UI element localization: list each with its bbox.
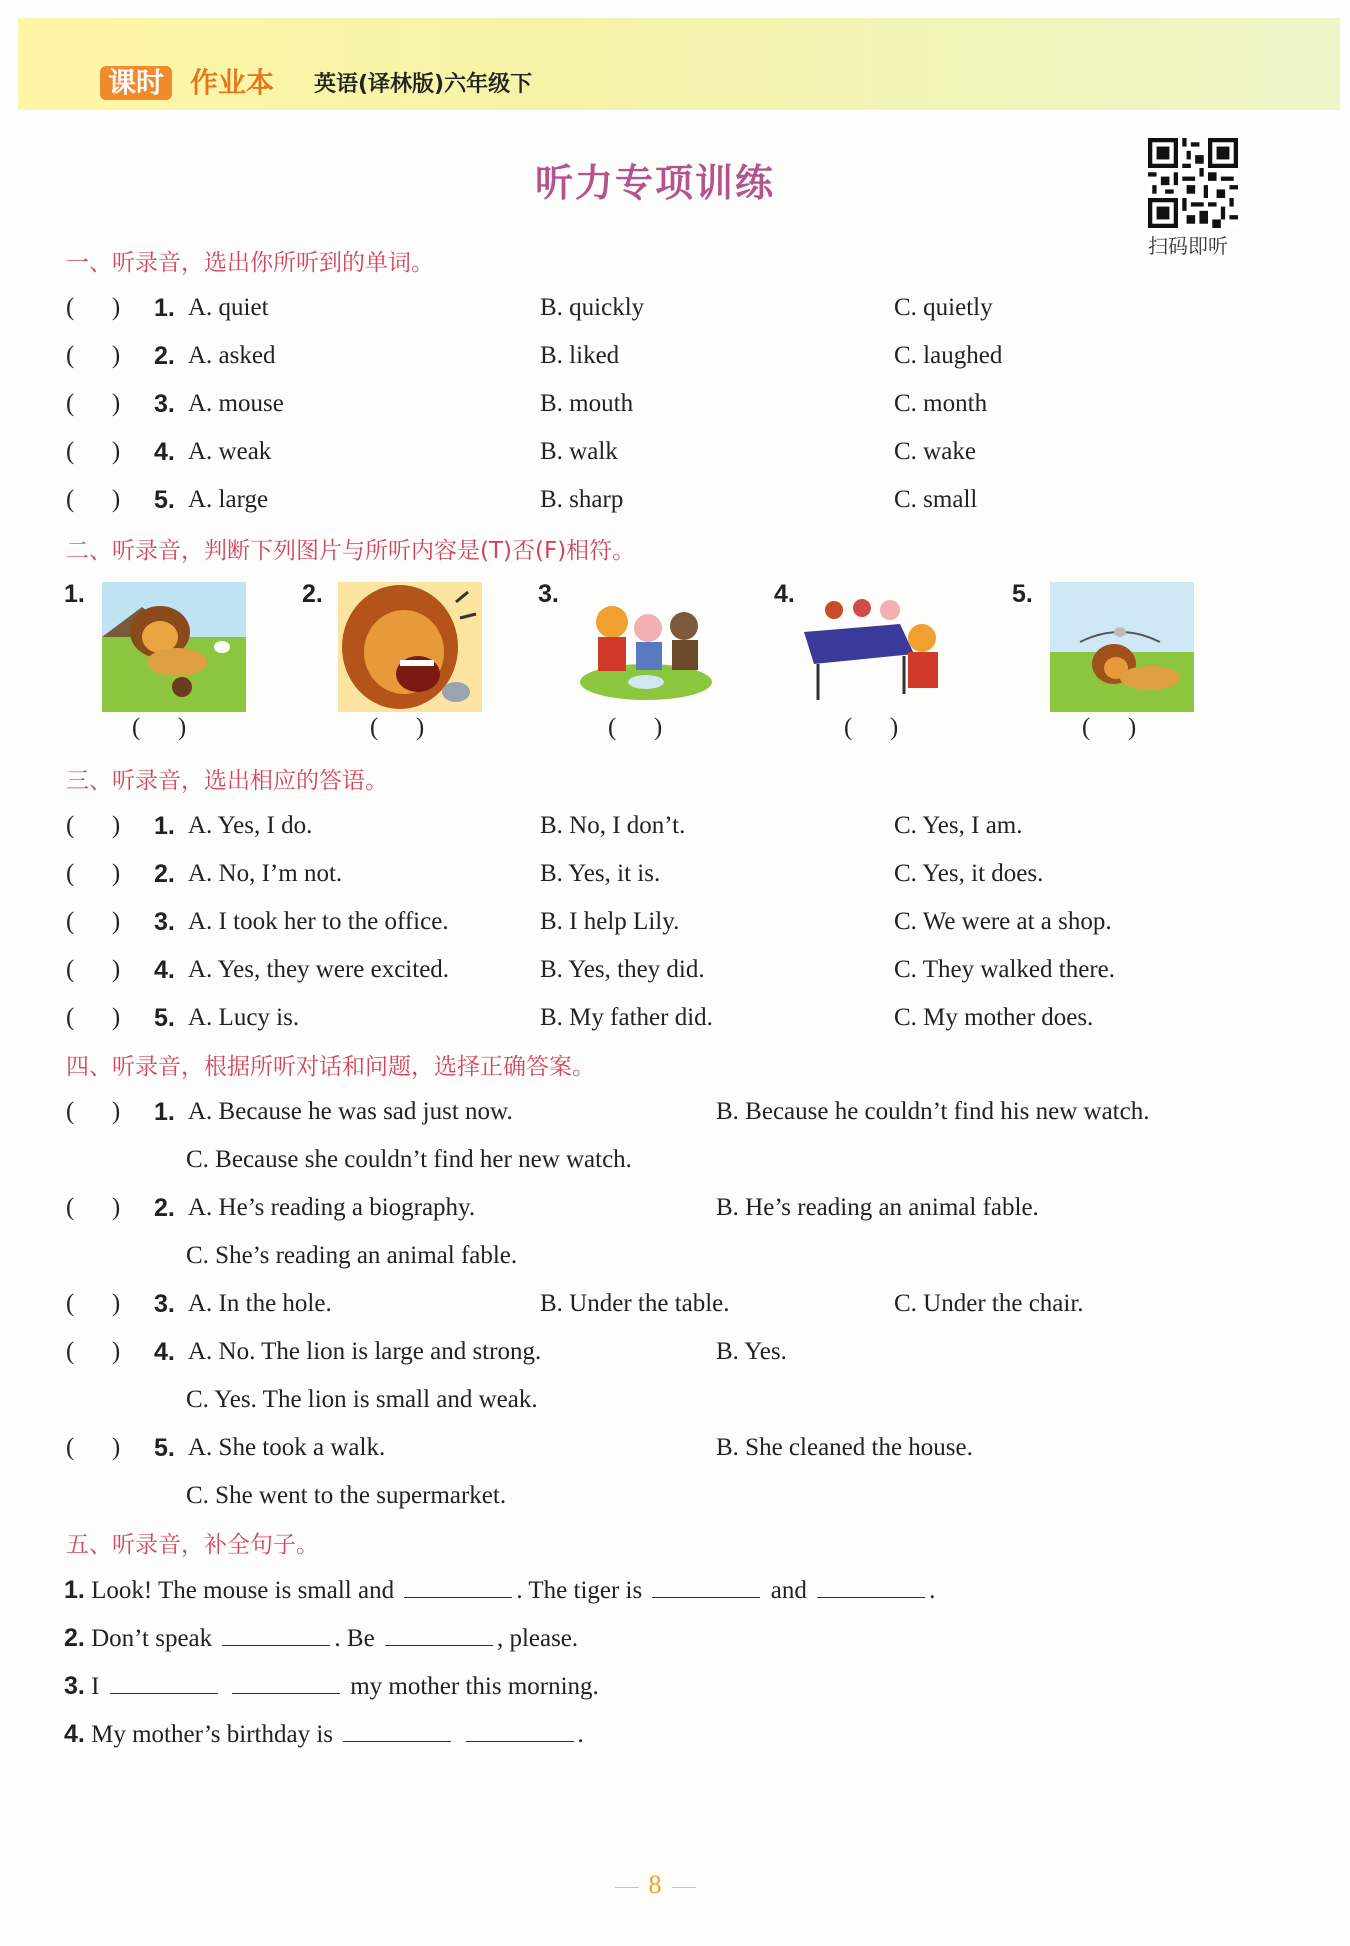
qr-caption: 扫码即听 <box>1148 234 1228 258</box>
option-a: A. He’s reading a biography. <box>188 1194 476 1221</box>
item-number: 2. <box>154 342 175 370</box>
option-b: B. quickly <box>540 294 645 321</box>
fill-sentence-2 <box>64 1618 578 1659</box>
section5-heading: 五、听录音，补全句子。 <box>66 1532 319 1558</box>
option-c: C. Yes, it does. <box>894 860 1044 887</box>
brand-subtitle: 作业本 <box>190 66 275 99</box>
answer-blank[interactable]: ( ) <box>66 1434 121 1461</box>
option-a: A. No, I’m not. <box>188 860 343 887</box>
section2-heading: 二、听录音，判断下列图片与所听内容是(T)否(F)相符。 <box>66 538 636 564</box>
book-name: 英语(译林版)六年级下 <box>314 72 533 97</box>
list-item <box>66 854 1286 894</box>
option-a: A. Because he was sad just now. <box>188 1098 513 1125</box>
item-number: 2. <box>64 1624 85 1652</box>
option-a: A. large <box>188 486 269 513</box>
fill-blank[interactable] <box>817 1571 925 1598</box>
answer-blank[interactable]: ( ) <box>132 714 187 741</box>
option-b: B. No, I don’t. <box>540 812 686 839</box>
fill-blank[interactable] <box>110 1667 218 1694</box>
answer-blank[interactable]: ( ) <box>608 714 663 741</box>
option-b: B. My father did. <box>540 1004 713 1031</box>
answer-blank[interactable]: ( ) <box>66 812 121 839</box>
section4-heading: 四、听录音，根据所听对话和问题，选择正确答案。 <box>66 1054 595 1080</box>
option-c: C. laughed <box>894 342 1003 369</box>
list-item <box>66 806 1286 846</box>
picture-animals-group <box>574 582 718 712</box>
option-b: B. Yes. <box>716 1338 787 1365</box>
option-a: A. She took a walk. <box>188 1434 386 1461</box>
sentence-text: . <box>577 1721 584 1748</box>
list-item <box>66 1332 1306 1372</box>
picture-table-tennis <box>804 582 948 712</box>
picture-number: 4. <box>774 580 795 608</box>
section3-heading: 三、听录音，选出相应的答语。 <box>66 768 388 794</box>
sentence-text: I <box>91 1673 100 1700</box>
brand-logo: 课时 <box>100 66 172 100</box>
answer-blank[interactable]: ( ) <box>66 1098 121 1125</box>
sentence-text: My mother’s birthday is <box>91 1721 333 1748</box>
item-number: 2. <box>154 860 175 888</box>
item-number: 5. <box>154 1004 175 1032</box>
option-b: B. She cleaned the house. <box>716 1434 973 1461</box>
answer-blank[interactable]: ( ) <box>844 714 899 741</box>
list-item-continued <box>66 1140 1306 1180</box>
list-item <box>66 998 1286 1038</box>
sentence-text: , please. <box>496 1625 579 1652</box>
item-number: 1. <box>154 812 175 840</box>
option-a: A. mouse <box>188 390 284 417</box>
qr-code-icon[interactable] <box>1148 138 1238 228</box>
sentence-text: my mother this morning. <box>350 1673 599 1700</box>
item-number: 3. <box>154 390 175 418</box>
option-b: B. I help Lily. <box>540 908 680 935</box>
option-c: C. small <box>894 486 978 513</box>
item-number: 4. <box>154 1338 175 1366</box>
picture-number: 1. <box>64 580 85 608</box>
list-item <box>66 1188 1306 1228</box>
item-number: 4. <box>154 956 175 984</box>
option-a: A. I took her to the office. <box>188 908 449 935</box>
option-b: B. He’s reading an animal fable. <box>716 1194 1039 1221</box>
option-b: B. liked <box>540 342 620 369</box>
option-b: B. mouth <box>540 390 634 417</box>
list-item <box>66 336 1286 376</box>
picture-number: 2. <box>302 580 323 608</box>
picture-lion-monkey-rabbit <box>102 582 246 712</box>
sentence-text: . Be <box>334 1625 375 1652</box>
option-b: B. Yes, it is. <box>540 860 661 887</box>
list-item <box>66 902 1286 942</box>
option-c: C. They walked there. <box>894 956 1115 983</box>
page-number-value: 8 <box>648 1870 662 1899</box>
list-item <box>66 1092 1306 1132</box>
page-title: 听力专项训练 <box>534 161 775 205</box>
fill-blank[interactable] <box>343 1715 451 1742</box>
picture-lion-net <box>1050 582 1194 712</box>
fill-sentence-4 <box>64 1714 584 1755</box>
answer-blank[interactable]: ( ) <box>66 956 121 983</box>
answer-blank[interactable]: ( ) <box>66 486 121 513</box>
picture-number: 3. <box>538 580 559 608</box>
list-item <box>66 288 1286 328</box>
fill-blank[interactable] <box>222 1619 330 1646</box>
option-b: B. Yes, they did. <box>540 956 705 983</box>
answer-blank[interactable]: ( ) <box>66 908 121 935</box>
item-number: 4. <box>64 1720 85 1748</box>
list-item <box>66 480 1286 520</box>
option-a: A. quiet <box>188 294 269 321</box>
list-item <box>66 384 1286 424</box>
answer-blank[interactable]: ( ) <box>66 1004 121 1031</box>
option-c: C. wake <box>894 438 976 465</box>
answer-blank[interactable]: ( ) <box>66 294 121 321</box>
page-number-dash <box>615 1887 639 1888</box>
sentence-text: . <box>929 1577 936 1604</box>
sentence-text: . The tiger is <box>516 1577 643 1604</box>
option-c: C. quietly <box>894 294 993 321</box>
list-item <box>66 432 1286 472</box>
option-a: A. asked <box>188 342 276 369</box>
option-a: A. Yes, they were excited. <box>188 956 450 983</box>
picture-roaring-lion <box>338 582 482 712</box>
section1-heading: 一、听录音，选出你所听到的单词。 <box>66 250 434 276</box>
item-number: 1. <box>64 1576 85 1604</box>
fill-sentence-1 <box>64 1570 935 1611</box>
sentence-text: Look! The mouse is small and <box>91 1577 395 1604</box>
answer-blank[interactable]: ( ) <box>66 1194 121 1221</box>
fill-blank[interactable] <box>404 1571 512 1598</box>
answer-blank[interactable]: ( ) <box>66 860 121 887</box>
list-item <box>66 950 1286 990</box>
item-number: 3. <box>154 1290 175 1318</box>
fill-blank[interactable] <box>232 1667 340 1694</box>
answer-blank[interactable]: ( ) <box>370 714 425 741</box>
page-number-dash <box>672 1887 696 1888</box>
option-b: B. Under the table. <box>540 1290 730 1317</box>
answer-blank[interactable]: ( ) <box>66 390 121 417</box>
answer-blank[interactable]: ( ) <box>1082 714 1137 741</box>
option-c: C. Under the chair. <box>894 1290 1084 1317</box>
fill-sentence-3 <box>64 1666 599 1707</box>
answer-blank[interactable]: ( ) <box>66 438 121 465</box>
list-item <box>66 1428 1306 1468</box>
option-c: C. Because she couldn’t find her new watch. <box>186 1146 632 1173</box>
picture-number: 5. <box>1012 580 1033 608</box>
option-a: A. No. The lion is large and strong. <box>188 1338 542 1365</box>
sentence-text: and <box>770 1577 807 1604</box>
option-a: A. Lucy is. <box>188 1004 300 1031</box>
option-c: C. Yes, I am. <box>894 812 1023 839</box>
fill-blank[interactable] <box>466 1715 574 1742</box>
item-number: 3. <box>64 1672 85 1700</box>
fill-blank[interactable] <box>385 1619 493 1646</box>
item-number: 1. <box>154 1098 175 1126</box>
answer-blank[interactable]: ( ) <box>66 1338 121 1365</box>
list-item-continued <box>66 1380 1306 1420</box>
option-c: C. month <box>894 390 988 417</box>
item-number: 2. <box>154 1194 175 1222</box>
item-number: 5. <box>154 1434 175 1462</box>
option-a: A. weak <box>188 438 272 465</box>
list-item-continued <box>66 1236 1306 1276</box>
option-b: B. Because he couldn’t find his new watch. <box>716 1098 1150 1125</box>
answer-blank[interactable]: ( ) <box>66 1290 121 1317</box>
list-item-continued <box>66 1476 1306 1516</box>
fill-blank[interactable] <box>652 1571 760 1598</box>
option-b: B. sharp <box>540 486 624 513</box>
sentence-text: Don’t speak <box>91 1625 213 1652</box>
item-number: 3. <box>154 908 175 936</box>
item-number: 1. <box>154 294 175 322</box>
option-c: C. Yes. The lion is small and weak. <box>186 1386 538 1413</box>
list-item <box>66 1284 1306 1324</box>
option-c: C. She’s reading an animal fable. <box>186 1242 518 1269</box>
option-c: C. We were at a shop. <box>894 908 1112 935</box>
option-b: B. walk <box>540 438 618 465</box>
page-number <box>0 1870 1310 1900</box>
option-a: A. Yes, I do. <box>188 812 313 839</box>
option-c: C. My mother does. <box>894 1004 1094 1031</box>
answer-blank[interactable]: ( ) <box>66 342 121 369</box>
option-c: C. She went to the supermarket. <box>186 1482 507 1509</box>
item-number: 4. <box>154 438 175 466</box>
option-a: A. In the hole. <box>188 1290 332 1317</box>
item-number: 5. <box>154 486 175 514</box>
